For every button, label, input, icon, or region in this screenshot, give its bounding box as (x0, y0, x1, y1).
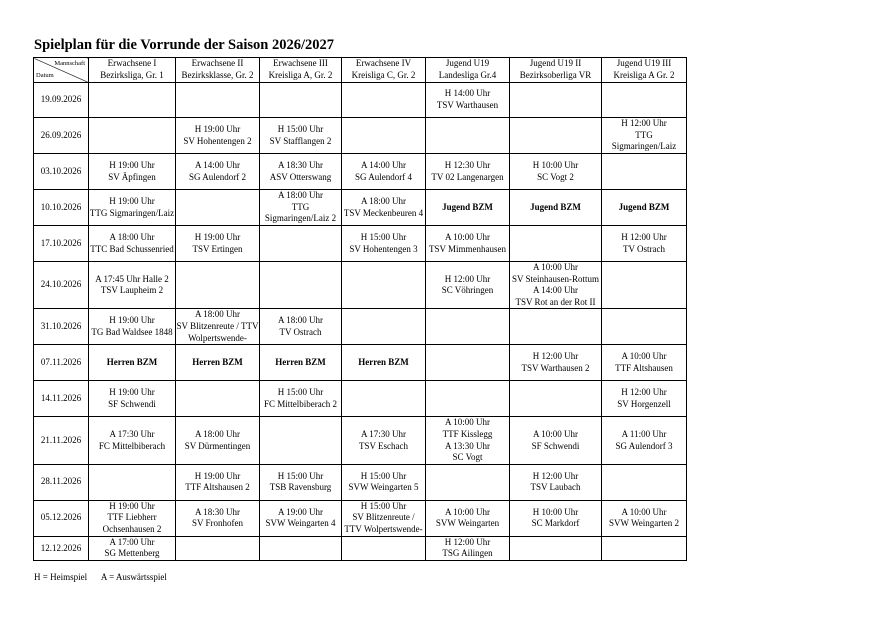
date-cell: 19.09.2026 (34, 83, 89, 118)
match-line: Sigmaringen/Laiz 2 (264, 213, 337, 224)
match-line: Herren BZM (275, 357, 326, 368)
match-cell (510, 190, 602, 226)
match-line: SC Vöhringen (441, 285, 494, 296)
match-line: Jugend BZM (442, 201, 493, 212)
date-cell: 26.09.2026 (34, 118, 89, 154)
match-cell (342, 190, 426, 226)
match-line: TG Bad Waldsee 1848 (91, 326, 173, 337)
team-header (260, 58, 342, 83)
match-cell (342, 226, 426, 262)
match-line: H 19:00 Uhr (109, 500, 155, 511)
match-line: TTC Bad Schussenried (90, 243, 174, 254)
match-cell (260, 417, 342, 464)
match-cell (426, 345, 510, 381)
match-cell (260, 226, 342, 262)
match-cell (176, 464, 260, 500)
match-line: H 12:00 Uhr (444, 536, 491, 547)
match-line: Sigmaringen/Laiz (611, 141, 677, 152)
match-line: H 12:00 Uhr (621, 118, 667, 129)
match-cell (342, 309, 426, 345)
legend (34, 572, 179, 582)
match-line: H 19:00 Uhr (109, 315, 155, 326)
match-line: TTG Sigmaringen/Laiz (89, 207, 175, 218)
match-cell (510, 417, 602, 464)
match-cell (260, 464, 342, 500)
match-cell (89, 417, 176, 464)
team-league: Kreisliga A Gr. 2 (613, 70, 675, 80)
match-cell (426, 262, 510, 309)
match-cell (342, 262, 426, 309)
match-cell (342, 464, 426, 500)
match-cell (89, 83, 176, 118)
match-cell (260, 381, 342, 417)
match-line: A 18:00 Uhr (109, 231, 155, 242)
match-cell (176, 83, 260, 118)
date-cell: 07.11.2026 (34, 345, 89, 381)
match-cell (176, 309, 260, 345)
corner-bottom-label: Datum (36, 72, 54, 79)
match-cell (176, 381, 260, 417)
match-line: TSV Warthausen 2 (521, 362, 590, 373)
match-line: TSV Ertingen (192, 243, 243, 254)
match-cell (602, 262, 687, 309)
match-line: A 18:30 Uhr (278, 159, 323, 170)
team-name: Jugend U19 III (616, 58, 672, 69)
match-line: A 10:00 Uhr (445, 417, 490, 428)
match-line: SV Blitzenreute / (352, 512, 415, 523)
match-line: A 18:00 Uhr (278, 190, 323, 201)
date-cell: 12.12.2026 (34, 536, 89, 560)
match-cell (342, 536, 426, 560)
match-cell (89, 500, 176, 536)
match-line: H 12:30 Uhr (444, 159, 491, 170)
match-cell (426, 417, 510, 464)
match-line: H 12:00 Uhr (532, 470, 579, 481)
match-line: Jugend BZM (530, 201, 581, 212)
schedule-row (34, 83, 687, 118)
match-line: SV Fronhofen (191, 518, 244, 529)
team-header (602, 58, 687, 83)
match-line: A 17:30 Uhr (109, 428, 155, 439)
match-cell (602, 381, 687, 417)
schedule-row (34, 417, 687, 464)
match-line: Herren BZM (106, 357, 158, 368)
match-cell (176, 262, 260, 309)
match-cell (426, 500, 510, 536)
match-line: A 13:30 Uhr (445, 440, 490, 451)
corner-cell (34, 58, 89, 83)
match-cell (602, 464, 687, 500)
match-cell (510, 309, 602, 345)
match-line: A 14:00 Uhr (361, 159, 406, 170)
legend-home: H = Heimspiel (34, 572, 88, 582)
match-cell (342, 83, 426, 118)
match-line: A 10:00 Uhr (445, 506, 490, 517)
match-line: TV Ostrach (279, 326, 322, 337)
team-league: Kreisliga C, Gr. 2 (351, 70, 416, 80)
team-league: Landesliga Gr.4 (438, 70, 497, 80)
match-line: TSV Laubach (530, 482, 581, 493)
match-cell (602, 417, 687, 464)
header-row (34, 58, 687, 83)
match-line: SVW Weingarten 5 (348, 482, 419, 493)
match-line: H 15:00 Uhr (277, 123, 324, 134)
match-line: A 17:45 Uhr Halle 2 (95, 273, 169, 284)
team-name: Jugend U19 (445, 58, 490, 69)
match-line: H 19:00 Uhr (109, 387, 155, 398)
match-cell (89, 345, 176, 381)
schedule-row (34, 464, 687, 500)
match-line: SC Vogt (452, 452, 483, 463)
match-cell (176, 536, 260, 560)
schedule-row (34, 226, 687, 262)
match-line: FC Mittelbiberach 2 (264, 398, 337, 409)
match-cell (176, 417, 260, 464)
team-name: Erwachsene III (273, 58, 328, 69)
match-line: H 19:00 Uhr (194, 470, 241, 481)
match-line: A 18:00 Uhr (278, 315, 323, 326)
match-line: SVW Weingarten 4 (265, 518, 336, 529)
match-cell (176, 190, 260, 226)
match-line: SV Stafflangen 2 (269, 135, 332, 146)
schedule-row (34, 536, 687, 560)
date-cell: 31.10.2026 (34, 309, 89, 345)
match-line: SF Schwendi (108, 398, 156, 409)
match-line: TV 02 Langenargen (431, 171, 504, 182)
match-cell (602, 118, 687, 154)
match-cell (510, 345, 602, 381)
schedule-table (33, 57, 687, 561)
match-cell (176, 500, 260, 536)
date-cell: 24.10.2026 (34, 262, 89, 309)
match-line: A 18:00 Uhr (195, 428, 240, 439)
match-line: A 18:00 Uhr (361, 195, 406, 206)
schedule-row (34, 262, 687, 309)
match-line: TV Ostrach (622, 243, 666, 254)
match-cell (342, 154, 426, 190)
date-cell: 10.10.2026 (34, 190, 89, 226)
match-line: SV Horgenzell (617, 398, 671, 409)
page-title: Spielplan für die Vorrunde der Saison 2026/2027 (34, 37, 335, 53)
match-line: SV Äpfingen (108, 171, 156, 182)
match-cell (602, 536, 687, 560)
match-cell (510, 500, 602, 536)
legend-away: A = Auswärtsspiel (100, 572, 167, 582)
match-line: TTF Liebherr (107, 512, 157, 523)
match-cell (176, 226, 260, 262)
team-league: Bezirksklasse, Gr. 2 (181, 70, 254, 80)
team-name: Erwachsene IV (355, 58, 412, 69)
match-cell (89, 226, 176, 262)
match-line: TTG (291, 201, 310, 212)
match-cell (260, 118, 342, 154)
date-cell: 05.12.2026 (34, 500, 89, 536)
match-line: SC Markdorf (531, 518, 580, 529)
match-line: SV Hohentengen 3 (349, 243, 418, 254)
schedule-row (34, 381, 687, 417)
team-name: Erwachsene II (191, 58, 244, 69)
schedule-row (34, 154, 687, 190)
match-line: H 12:00 Uhr (621, 387, 667, 398)
match-cell (89, 154, 176, 190)
match-line: H 10:00 Uhr (532, 159, 579, 170)
match-line: H 19:00 Uhr (109, 159, 155, 170)
schedule-row (34, 309, 687, 345)
match-line: TSB Ravensburg (269, 482, 332, 493)
match-line: A 14:00 Uhr (533, 285, 578, 296)
match-cell (602, 190, 687, 226)
match-line: A 17:00 Uhr (109, 536, 155, 547)
match-cell (602, 500, 687, 536)
match-cell (426, 154, 510, 190)
match-line: A 14:00 Uhr (195, 159, 240, 170)
match-cell (342, 500, 426, 536)
match-cell (602, 83, 687, 118)
match-line: H 12:00 Uhr (532, 351, 579, 362)
match-line: SV Dürmentingen (184, 440, 251, 451)
match-line: TTV Wolpertswende- (344, 524, 423, 535)
match-line: FC Mittelbiberach (98, 440, 166, 451)
match-cell (89, 381, 176, 417)
match-cell (176, 118, 260, 154)
schedule-body (34, 83, 687, 561)
match-line: H 15:00 Uhr (277, 470, 324, 481)
match-cell (342, 118, 426, 154)
match-line: SG Mettenberg (104, 548, 160, 559)
match-line: H 10:00 Uhr (532, 506, 579, 517)
match-line: A 18:30 Uhr (195, 506, 240, 517)
schedule-row (34, 190, 687, 226)
match-line: H 12:00 Uhr (621, 231, 667, 242)
match-line: H 19:00 Uhr (109, 195, 155, 206)
match-cell (342, 381, 426, 417)
date-cell: 28.11.2026 (34, 464, 89, 500)
match-line: Herren BZM (358, 357, 409, 368)
match-line: TSV Laupheim 2 (100, 285, 164, 296)
match-line: H 15:00 Uhr (360, 500, 407, 511)
team-header (510, 58, 602, 83)
match-line: A 17:30 Uhr (361, 428, 406, 439)
match-line: TSV Meckenbeuren 4 (343, 207, 424, 218)
match-line: SV Hohentengen 2 (183, 135, 252, 146)
match-line: Jugend BZM (618, 201, 670, 212)
match-cell (426, 381, 510, 417)
match-cell (426, 118, 510, 154)
date-cell: 03.10.2026 (34, 154, 89, 190)
match-cell (602, 226, 687, 262)
match-line: TSV Rot an der Rot II (515, 296, 596, 307)
match-line: TTF Altshausen 2 (185, 482, 250, 493)
match-cell (602, 154, 687, 190)
match-cell (89, 262, 176, 309)
match-line: SVW Weingarten (435, 518, 500, 529)
match-cell (426, 83, 510, 118)
match-line: A 11:00 Uhr (621, 428, 667, 439)
match-cell (176, 154, 260, 190)
match-line: SVW Weingarten 2 (609, 518, 679, 529)
match-line: SC Vogt 2 (537, 171, 574, 182)
match-cell (426, 190, 510, 226)
match-line: SV Blitzenreute / TTV (176, 321, 259, 332)
match-cell (510, 464, 602, 500)
match-cell (260, 154, 342, 190)
match-line: TSV Warthausen (436, 100, 499, 110)
match-line: H 19:00 Uhr (194, 123, 241, 134)
team-header (176, 58, 260, 83)
match-cell (260, 262, 342, 309)
match-cell (89, 118, 176, 154)
match-line: A 10:00 Uhr (621, 351, 667, 362)
match-line: Ochsenhausen 2 (102, 524, 162, 535)
match-line: TSV Eschach (358, 440, 409, 451)
schedule-row (34, 500, 687, 536)
match-line: H 15:00 Uhr (360, 231, 407, 242)
team-league: Bezirksoberliga VR (519, 70, 592, 80)
match-cell (89, 464, 176, 500)
team-header (426, 58, 510, 83)
match-cell (260, 500, 342, 536)
match-line: H 12:00 Uhr (444, 273, 491, 284)
match-cell (510, 226, 602, 262)
match-cell (510, 536, 602, 560)
match-line: H 19:00 Uhr (194, 231, 241, 242)
match-line: A 10:00 Uhr (621, 506, 667, 517)
corner-top-label: Mannschaft (54, 60, 85, 67)
date-cell: 14.11.2026 (34, 381, 89, 417)
match-line: SG Aulendorf 2 (189, 171, 246, 182)
date-cell: 21.11.2026 (34, 417, 89, 464)
team-league: Bezirksliga, Gr. 1 (100, 70, 164, 80)
match-line: Herren BZM (192, 357, 243, 368)
match-cell (426, 464, 510, 500)
match-line: Wolpertswende- (188, 332, 247, 343)
match-line: H 15:00 Uhr (360, 470, 407, 481)
match-line: A 10:00 Uhr (533, 428, 578, 439)
schedule-row (34, 345, 687, 381)
match-line: A 19:00 Uhr (278, 506, 323, 517)
match-line: H 14:00 Uhr (444, 88, 491, 99)
match-line: H 15:00 Uhr (277, 387, 324, 398)
match-line: TSV Mimmenhausen (428, 243, 507, 254)
date-cell: 17.10.2026 (34, 226, 89, 262)
match-cell (260, 83, 342, 118)
match-cell (426, 536, 510, 560)
match-cell (260, 345, 342, 381)
team-name: Jugend U19 II (529, 58, 582, 69)
team-header (342, 58, 426, 83)
match-cell (89, 536, 176, 560)
match-cell (89, 190, 176, 226)
team-name: Erwachsene I (107, 58, 157, 69)
match-cell (426, 309, 510, 345)
match-cell (602, 309, 687, 345)
match-line: TTF Kisslegg (442, 428, 493, 439)
match-cell (510, 83, 602, 118)
match-line: SV Steinhausen-Rottum (511, 273, 600, 284)
match-line: A 10:00 Uhr (533, 262, 578, 272)
match-line: SG Aulendorf 4 (355, 171, 412, 182)
match-line: A 10:00 Uhr (445, 231, 490, 242)
match-cell (342, 345, 426, 381)
match-cell (342, 417, 426, 464)
match-cell (602, 345, 687, 381)
match-cell (510, 381, 602, 417)
match-cell (260, 190, 342, 226)
match-line: TSG Ailingen (442, 548, 493, 559)
match-line: SF Schwendi (531, 440, 580, 451)
match-cell (89, 309, 176, 345)
match-cell (260, 309, 342, 345)
match-line: ASV Otterswang (269, 171, 332, 182)
team-header (89, 58, 176, 83)
match-cell (510, 154, 602, 190)
match-line: TTF Altshausen (615, 362, 673, 373)
match-cell (260, 536, 342, 560)
match-cell (510, 262, 602, 309)
match-cell (176, 345, 260, 381)
match-line: SG Aulendorf 3 (615, 440, 673, 451)
team-league: Kreisliga A, Gr. 2 (268, 70, 333, 80)
match-line: TTG (635, 129, 653, 140)
schedule-row (34, 118, 687, 154)
match-cell (510, 118, 602, 154)
match-cell (426, 226, 510, 262)
match-line: A 18:00 Uhr (195, 309, 240, 320)
